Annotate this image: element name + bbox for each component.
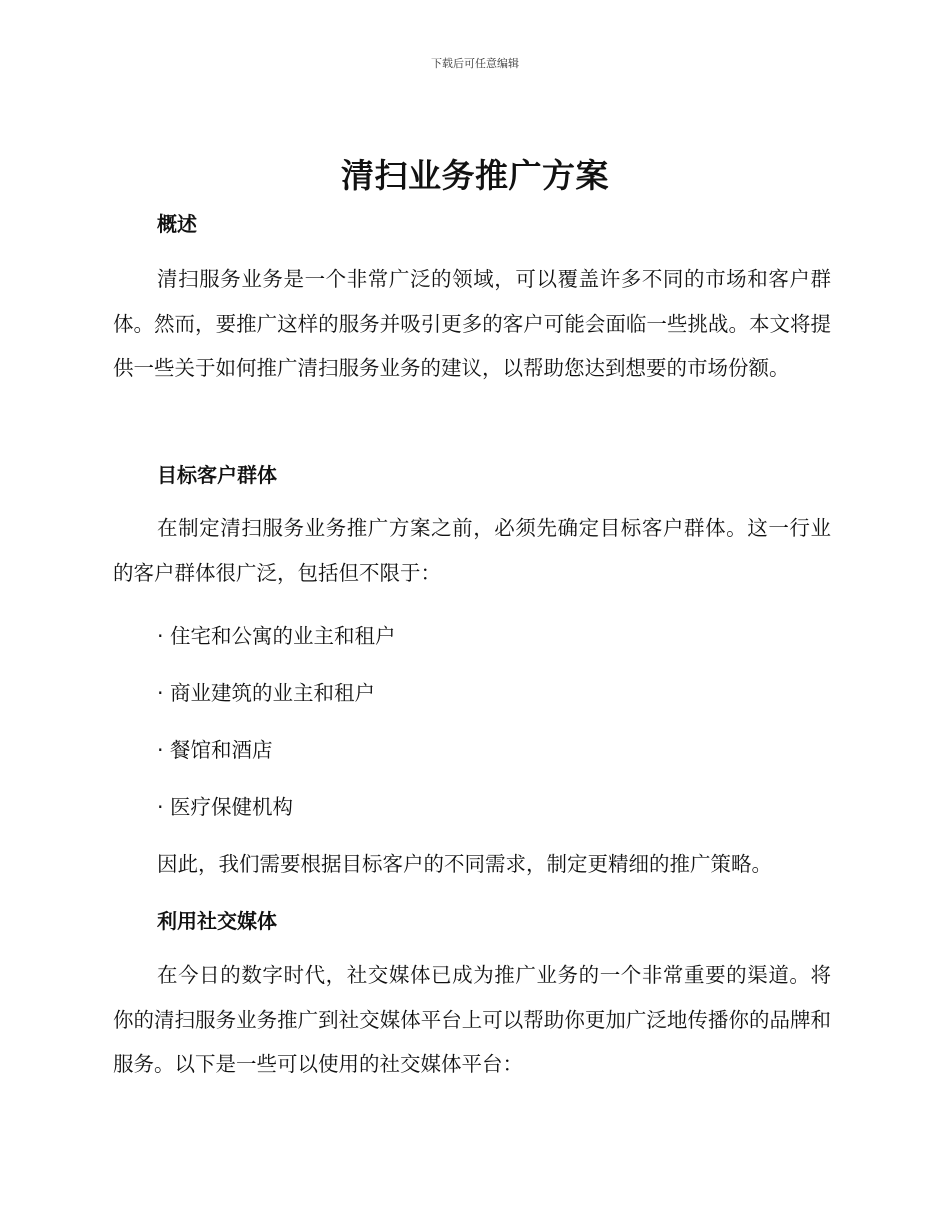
section-heading-social: 利用社交媒体 [157,909,277,933]
list-item: · 医疗保健机构 [157,795,294,819]
paragraph-conclusion: 因此，我们需要根据目标客户的不同需求，制定更精细的推广策略。 [157,852,772,876]
paragraph-social: 在今日的数字时代，社交媒体已成为推广业务的一个非常重要的渠道。将你的清扫服务业务推广到社交媒体平台上可以帮助你更加广泛地传播你的品牌和服务。以下是一些可以使用的社交媒体平台： [113,963,831,1076]
section-heading-overview: 概述 [157,212,197,236]
list-item: · 商业建筑的业主和租户 [157,681,376,705]
page-header-note: 下载后可任意编辑 [431,57,519,70]
list-item: · 餐馆和酒店 [157,738,273,762]
paragraph-target: 在制定清扫服务业务推广方案之前，必须先确定目标客户群体。这一行业的客户群体很广泛，包括但不限于： [113,516,831,585]
list-item: · 住宅和公寓的业主和租户 [157,624,396,648]
paragraph-overview: 清扫服务业务是一个非常广泛的领域，可以覆盖许多不同的市场和客户群体。然而，要推广这样的服务并吸引更多的客户可能会面临一些挑战。本文将提供一些关于如何推广清扫服务业务的建议，以帮助您达到想要的市场份额。 [113,267,831,380]
document-title: 清扫业务推广方案 [341,156,609,195]
section-heading-target: 目标客户群体 [157,463,277,487]
